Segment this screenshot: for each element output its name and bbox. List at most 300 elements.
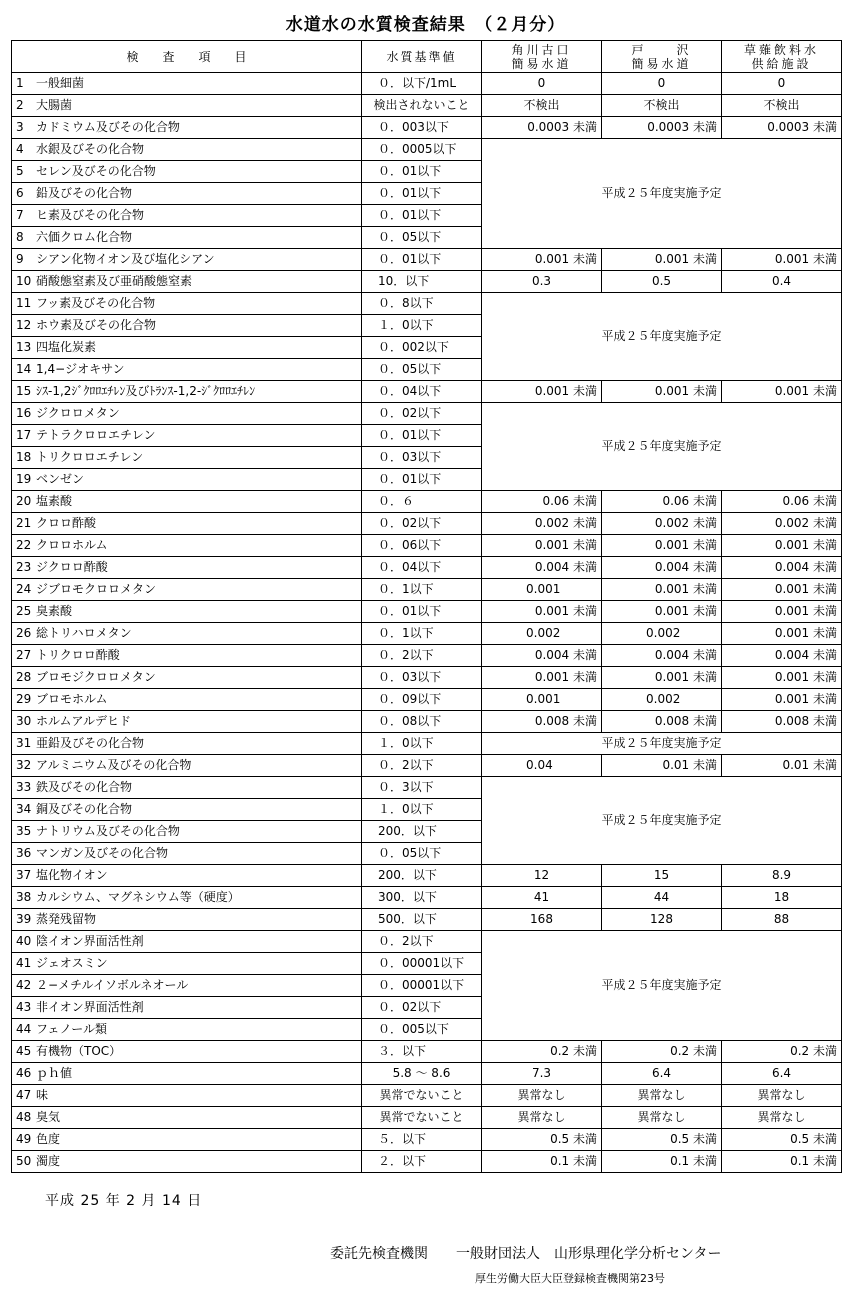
item-name: 六価クロム化合物 — [36, 230, 133, 244]
result-value: 12 — [482, 865, 602, 887]
table-row — [12, 249, 842, 271]
item-number: 26 — [16, 626, 32, 640]
item-cell — [12, 293, 362, 315]
item-cell — [12, 271, 362, 293]
result-value: 0.06 未満 — [482, 491, 602, 513]
table-row — [12, 535, 842, 557]
item-name: 水銀及びその化合物 — [36, 142, 145, 156]
result-value: 0.06 未満 — [602, 491, 722, 513]
item-cell — [12, 623, 362, 645]
item-name: マンガン及びその化合物 — [36, 846, 169, 860]
planned-inspection-note: 平成２５年度実施予定 — [482, 931, 842, 1041]
standard-value: ０．2以下 — [362, 755, 482, 777]
table-row — [12, 139, 842, 161]
standard-value: ０．08以下 — [362, 711, 482, 733]
item-number: 15 — [16, 384, 32, 398]
table-row — [12, 73, 842, 95]
item-cell — [12, 139, 362, 161]
result-value: 6.4 — [602, 1063, 722, 1085]
item-number: 45 — [16, 1044, 32, 1058]
item-name: 味 — [36, 1088, 49, 1102]
table-row — [12, 777, 842, 799]
result-value: 0.06 未満 — [722, 491, 842, 513]
item-name: ヒ素及びその化合物 — [36, 208, 145, 222]
item-cell — [12, 73, 362, 95]
result-value: 128 — [602, 909, 722, 931]
item-number: 40 — [16, 934, 32, 948]
result-value: 0.2 未満 — [722, 1041, 842, 1063]
header-col1-line1: 角川古口 — [511, 42, 572, 57]
item-number: 34 — [16, 802, 32, 816]
item-name: ２−メチルイソボルネオール — [36, 978, 189, 992]
result-value: 0.001 — [482, 579, 602, 601]
result-value: 異常なし — [722, 1085, 842, 1107]
item-number: 35 — [16, 824, 32, 838]
item-number: 16 — [16, 406, 32, 420]
planned-inspection-note: 平成２５年度実施予定 — [482, 139, 842, 249]
page-title: 水道水の水質検査結果 （２月分） — [285, 15, 566, 35]
table-row — [12, 557, 842, 579]
standard-value: １．0以下 — [362, 733, 482, 755]
standard-value: ０．02以下 — [362, 513, 482, 535]
table-row — [12, 909, 842, 931]
result-value: 0.004 未満 — [482, 557, 602, 579]
item-number: 46 — [16, 1066, 32, 1080]
item-name: ジクロロメタン — [36, 406, 120, 420]
standard-value: ０．６ — [362, 491, 482, 513]
item-name: トリクロロエチレン — [36, 450, 144, 464]
item-name: ブロモジクロロメタン — [36, 670, 156, 684]
item-number: 12 — [16, 318, 32, 332]
item-name: 色度 — [36, 1132, 61, 1146]
item-name: 非イオン界面活性剤 — [36, 1000, 144, 1014]
result-value: 0.001 未満 — [602, 579, 722, 601]
item-number: 44 — [16, 1022, 32, 1036]
item-name: セレン及びその化合物 — [36, 164, 156, 178]
planned-inspection-note: 平成２５年度実施予定 — [482, 733, 842, 755]
planned-inspection-note: 平成２５年度実施予定 — [482, 777, 842, 865]
table-row — [12, 755, 842, 777]
result-value: 0.001 未満 — [722, 579, 842, 601]
result-value: 0.5 — [602, 271, 722, 293]
item-number: 49 — [16, 1132, 32, 1146]
item-name: テトラクロロエチレン — [36, 428, 156, 442]
item-name: フェノール類 — [36, 1022, 108, 1036]
result-value: 不検出 — [602, 95, 722, 117]
standard-value: ０．2以下 — [362, 645, 482, 667]
item-number: 29 — [16, 692, 32, 706]
table-row — [12, 689, 842, 711]
item-number: 1 — [16, 76, 24, 90]
item-number: 43 — [16, 1000, 32, 1014]
standard-value: ０．01以下 — [362, 161, 482, 183]
result-value: 0.004 未満 — [602, 645, 722, 667]
item-number: 6 — [16, 186, 24, 200]
result-value: 0.1 未満 — [482, 1151, 602, 1173]
item-name: 亜鉛及びその化合物 — [36, 736, 145, 750]
item-number: 7 — [16, 208, 24, 222]
item-number: 27 — [16, 648, 32, 662]
result-value: 0.002 — [602, 623, 722, 645]
header-col1-line2: 簡易水道 — [511, 56, 572, 71]
table-row — [12, 1041, 842, 1063]
result-value: 41 — [482, 887, 602, 909]
result-value: 8.9 — [722, 865, 842, 887]
table-row — [12, 623, 842, 645]
item-name: トリクロロ酢酸 — [36, 648, 120, 662]
standard-value: ０．04以下 — [362, 381, 482, 403]
table-row — [12, 1107, 842, 1129]
result-value: 0 — [602, 73, 722, 95]
result-value: 0.001 未満 — [482, 667, 602, 689]
item-number: 42 — [16, 978, 32, 992]
item-name: 総トリハロメタン — [36, 626, 132, 640]
table-row — [12, 579, 842, 601]
item-number: 28 — [16, 670, 32, 684]
result-value: 0.008 未満 — [722, 711, 842, 733]
item-cell — [12, 315, 362, 337]
item-name: 臭素酸 — [36, 604, 73, 618]
result-value: 0.0003 未満 — [722, 117, 842, 139]
standard-value: ０．04以下 — [362, 557, 482, 579]
item-cell — [12, 557, 362, 579]
item-number: 25 — [16, 604, 32, 618]
item-cell — [12, 777, 362, 799]
result-value: 0.2 未満 — [602, 1041, 722, 1063]
item-name: 鉄及びその化合物 — [36, 780, 133, 794]
standard-value: 200．以下 — [362, 821, 482, 843]
standard-value: ０．06以下 — [362, 535, 482, 557]
item-name: 銅及びその化合物 — [36, 802, 133, 816]
item-number: 14 — [16, 362, 32, 376]
item-name: 濁度 — [36, 1154, 61, 1168]
standard-value: ０．03以下 — [362, 667, 482, 689]
result-value: 168 — [482, 909, 602, 931]
item-name: ジクロロ酢酸 — [36, 560, 108, 574]
header-col1 — [482, 41, 602, 73]
standard-value: ２．以下 — [362, 1151, 482, 1173]
table-body — [12, 73, 842, 1173]
header-col3-line1: 草薙飲料水 — [743, 42, 819, 57]
result-value: 0.002 未満 — [602, 513, 722, 535]
result-value: 7.3 — [482, 1063, 602, 1085]
result-value: 0.01 未満 — [722, 755, 842, 777]
item-name: ｼｽ-1,2ｼﾞｸﾛﾛｴﾁﾚﾝ及びﾄﾗﾝｽ-1,2-ｼﾞｸﾛﾛｴﾁﾚﾝ — [36, 384, 256, 398]
table-row — [12, 403, 842, 425]
result-value: 0.001 未満 — [722, 381, 842, 403]
result-value: 異常なし — [482, 1107, 602, 1129]
item-number: 5 — [16, 164, 24, 178]
item-number: 32 — [16, 758, 32, 772]
item-cell — [12, 227, 362, 249]
item-name: 塩化物イオン — [36, 868, 108, 882]
item-number: 22 — [16, 538, 32, 552]
item-number: 37 — [16, 868, 32, 882]
header-col3-line2: 供給施設 — [751, 56, 812, 71]
header-item: 検 査 項 目 — [12, 41, 362, 73]
standard-value: 異常でないこと — [362, 1107, 482, 1129]
table-row — [12, 601, 842, 623]
result-value: 0.001 — [482, 689, 602, 711]
result-value: 0.001 未満 — [602, 535, 722, 557]
result-value: 0.001 未満 — [602, 667, 722, 689]
standard-value: ０．2以下 — [362, 931, 482, 953]
standard-value: 300．以下 — [362, 887, 482, 909]
item-cell — [12, 579, 362, 601]
table-row — [12, 1063, 842, 1085]
item-cell — [12, 1107, 362, 1129]
item-name: カルシウム、マグネシウム等（硬度） — [36, 890, 240, 904]
result-value: 0.004 未満 — [722, 645, 842, 667]
item-number: 41 — [16, 956, 32, 970]
item-name: 塩素酸 — [36, 494, 73, 508]
result-value: 0.008 未満 — [482, 711, 602, 733]
item-cell — [12, 95, 362, 117]
standard-value: ５．以下 — [362, 1129, 482, 1151]
table-row — [12, 711, 842, 733]
item-cell — [12, 865, 362, 887]
result-value: 0.004 未満 — [602, 557, 722, 579]
table-row — [12, 491, 842, 513]
result-value: 0.002 未満 — [482, 513, 602, 535]
item-cell — [12, 601, 362, 623]
item-number: 21 — [16, 516, 32, 530]
item-number: 9 — [16, 252, 24, 266]
item-cell — [12, 381, 362, 403]
table-row — [12, 293, 842, 315]
table-row — [12, 733, 842, 755]
result-value: 88 — [722, 909, 842, 931]
result-value: 0.0003 未満 — [482, 117, 602, 139]
item-number: 31 — [16, 736, 32, 750]
table-row — [12, 1129, 842, 1151]
standard-value: ０．01以下 — [362, 601, 482, 623]
item-number: 24 — [16, 582, 32, 596]
item-cell — [12, 1151, 362, 1173]
result-value: 0.001 未満 — [722, 623, 842, 645]
standard-value: 10．以下 — [362, 271, 482, 293]
item-name: 蒸発残留物 — [36, 912, 97, 926]
result-value: 0.004 未満 — [722, 557, 842, 579]
table-row — [12, 117, 842, 139]
result-value: 44 — [602, 887, 722, 909]
item-number: 2 — [16, 98, 24, 112]
result-value: 0.3 — [482, 271, 602, 293]
item-number: 33 — [16, 780, 32, 794]
table-row — [12, 271, 842, 293]
item-cell — [12, 359, 362, 381]
item-name: 臭気 — [36, 1110, 61, 1124]
item-name: 1,4−ジオキサン — [36, 362, 125, 376]
item-name: ホウ素及びその化合物 — [36, 318, 157, 332]
standard-value: ０．05以下 — [362, 843, 482, 865]
planned-inspection-note: 平成２５年度実施予定 — [482, 403, 842, 491]
table-row — [12, 667, 842, 689]
standard-value: ０．01以下 — [362, 425, 482, 447]
result-value: 0.001 未満 — [722, 689, 842, 711]
standard-value: ０．0005以下 — [362, 139, 482, 161]
standard-value: 200．以下 — [362, 865, 482, 887]
standard-value: ０．03以下 — [362, 447, 482, 469]
table-row — [12, 381, 842, 403]
item-number: 8 — [16, 230, 24, 244]
result-value: 0 — [722, 73, 842, 95]
standard-value: ０．01以下 — [362, 205, 482, 227]
item-name: 大腸菌 — [36, 98, 73, 112]
item-cell — [12, 1085, 362, 1107]
result-value: 0.002 — [602, 689, 722, 711]
result-value: 0.1 未満 — [602, 1151, 722, 1173]
item-number: 48 — [16, 1110, 32, 1124]
table-row — [12, 931, 842, 953]
standard-value: ０．01以下 — [362, 249, 482, 271]
table-row — [12, 1151, 842, 1173]
item-cell — [12, 887, 362, 909]
item-name: ナトリウム及びその化合物 — [36, 824, 180, 838]
item-number: 19 — [16, 472, 32, 486]
header-col2 — [602, 41, 722, 73]
item-number: 36 — [16, 846, 32, 860]
header-col3 — [722, 41, 842, 73]
table-row — [12, 887, 842, 909]
item-name: ｐｈ値 — [36, 1066, 73, 1080]
item-number: 38 — [16, 890, 32, 904]
result-value: 0.001 未満 — [602, 601, 722, 623]
result-value: 0.001 未満 — [722, 249, 842, 271]
item-cell — [12, 337, 362, 359]
result-value: 異常なし — [482, 1085, 602, 1107]
standard-value: ３．以下 — [362, 1041, 482, 1063]
result-value: 0.04 — [482, 755, 602, 777]
item-name: カドミウム及びその化合物 — [36, 120, 180, 134]
result-value: 0.01 未満 — [602, 755, 722, 777]
standard-value: 500．以下 — [362, 909, 482, 931]
table-row — [12, 645, 842, 667]
result-value: 0.001 未満 — [602, 249, 722, 271]
result-value: 0.004 未満 — [482, 645, 602, 667]
item-number: 30 — [16, 714, 32, 728]
result-value: 15 — [602, 865, 722, 887]
item-cell — [12, 1129, 362, 1151]
item-number: 20 — [16, 494, 32, 508]
result-value: 0.0003 未満 — [602, 117, 722, 139]
standard-value: ０．1以下 — [362, 579, 482, 601]
item-number: 4 — [16, 142, 24, 156]
item-cell — [12, 469, 362, 491]
item-name: フッ素及びその化合物 — [36, 296, 156, 310]
item-cell — [12, 821, 362, 843]
item-number: 18 — [16, 450, 32, 464]
result-value: 0.5 未満 — [482, 1129, 602, 1151]
item-number: 17 — [16, 428, 32, 442]
item-cell — [12, 117, 362, 139]
item-name: クロロ酢酸 — [36, 516, 97, 530]
result-value: 異常なし — [722, 1107, 842, 1129]
standard-value: ０．003以下 — [362, 117, 482, 139]
item-cell — [12, 447, 362, 469]
item-cell — [12, 513, 362, 535]
item-number: 39 — [16, 912, 32, 926]
item-name: クロロホルム — [36, 538, 108, 552]
standard-value: ０．01以下 — [362, 183, 482, 205]
standard-value: ０．09以下 — [362, 689, 482, 711]
result-value: 不検出 — [482, 95, 602, 117]
item-cell — [12, 975, 362, 997]
item-cell — [12, 535, 362, 557]
item-name: 陰イオン界面活性剤 — [36, 934, 144, 948]
result-value: 0.001 未満 — [722, 601, 842, 623]
item-number: 47 — [16, 1088, 32, 1102]
item-cell — [12, 909, 362, 931]
table-row — [12, 865, 842, 887]
result-value: 0.5 未満 — [602, 1129, 722, 1151]
standard-value: ０．以下/1mL — [362, 73, 482, 95]
item-cell — [12, 205, 362, 227]
result-value: 0.2 未満 — [482, 1041, 602, 1063]
standard-value: 5.8 〜 8.6 — [362, 1063, 482, 1085]
registration-number: 厚生労働大臣大臣登録検査機関第23号 — [475, 1272, 665, 1285]
item-name: 一般細菌 — [36, 76, 85, 90]
item-name: 鉛及びその化合物 — [36, 186, 133, 200]
standard-value: ０．3以下 — [362, 777, 482, 799]
result-value: 0.001 未満 — [482, 601, 602, 623]
result-value: 0.001 未満 — [482, 381, 602, 403]
result-value: 0.001 未満 — [482, 249, 602, 271]
inspection-organization: 委託先検査機関 一般財団法人 山形県理化学分析センター — [330, 1246, 722, 1262]
item-name: ジェオスミン — [36, 956, 108, 970]
item-cell — [12, 1041, 362, 1063]
item-cell — [12, 403, 362, 425]
table-row — [12, 1085, 842, 1107]
item-cell — [12, 645, 362, 667]
item-cell — [12, 161, 362, 183]
item-number: 3 — [16, 120, 24, 134]
item-name: シアン化物イオン及び塩化シアン — [36, 252, 215, 266]
standard-value: 検出されないこと — [362, 95, 482, 117]
standard-value: １．0以下 — [362, 315, 482, 337]
item-name: 硝酸態窒素及び亜硝酸態窒素 — [36, 274, 193, 288]
item-cell — [12, 733, 362, 755]
result-value: 異常なし — [602, 1085, 722, 1107]
header-standard: 水質基準値 — [362, 41, 482, 73]
standard-value: ０．00001以下 — [362, 953, 482, 975]
item-number: 23 — [16, 560, 32, 574]
item-cell — [12, 843, 362, 865]
standard-value: ０．01以下 — [362, 469, 482, 491]
water-quality-table — [11, 40, 842, 1173]
standard-value: 異常でないこと — [362, 1085, 482, 1107]
result-value: 18 — [722, 887, 842, 909]
item-cell — [12, 953, 362, 975]
result-value: 0.4 — [722, 271, 842, 293]
table-row — [12, 95, 842, 117]
header-col2-line1: 戸 沢 — [631, 42, 692, 57]
item-cell — [12, 799, 362, 821]
item-cell — [12, 1063, 362, 1085]
item-cell — [12, 931, 362, 953]
item-cell — [12, 491, 362, 513]
item-name: アルミニウム及びその化合物 — [36, 758, 192, 772]
header-col2-line2: 簡易水道 — [631, 56, 692, 71]
item-name: ホルムアルデヒド — [36, 714, 132, 728]
item-cell — [12, 755, 362, 777]
result-value: 0.1 未満 — [722, 1151, 842, 1173]
result-value: 0.001 未満 — [602, 381, 722, 403]
item-cell — [12, 997, 362, 1019]
standard-value: ０．02以下 — [362, 997, 482, 1019]
item-name: 四塩化炭素 — [36, 340, 97, 354]
standard-value: ０．1以下 — [362, 623, 482, 645]
